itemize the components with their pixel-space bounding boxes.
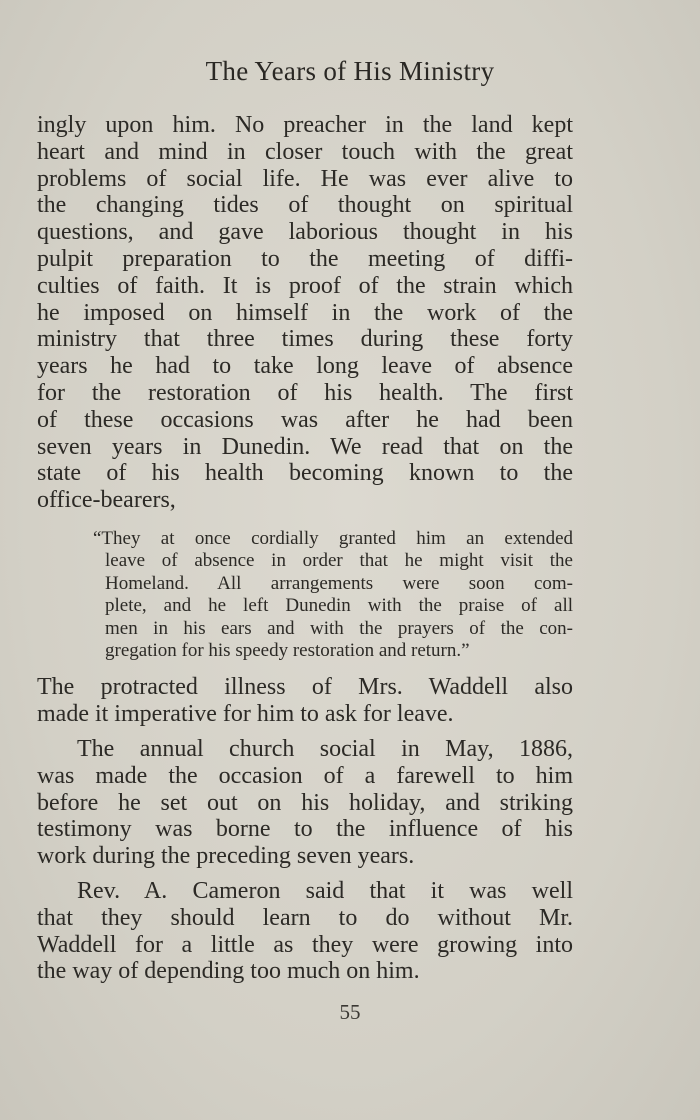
paragraph-gap [37, 728, 573, 736]
page-number: 55 [339, 1000, 361, 1024]
text-line: work during the preceding seven years. [37, 843, 415, 870]
quote-line: “They at once cordially granted him an extended [93, 527, 573, 549]
text-line: The protracted illness of Mrs. Waddell also [37, 674, 573, 701]
paragraph-3 [37, 736, 573, 870]
paragraph-2 [37, 674, 573, 728]
text-line: heart and mind in closer touch with the great [37, 138, 573, 165]
quote-line: gregation for his speedy restoration and return.” [105, 639, 470, 661]
text-line: years he had to take long leave of absence [37, 353, 573, 380]
text-line: seven years in Dunedin. We read that on the [37, 433, 573, 460]
body-text [37, 112, 573, 985]
text-line: problems of social life. He was ever alive to [37, 165, 573, 192]
text-line: was made the occasion of a farewell to him [37, 762, 573, 789]
text-line: pulpit preparation to the meeting of diffi- [37, 245, 573, 272]
text-line: of these occasions was after he had been [37, 406, 573, 433]
quote-line: men in his ears and with the prayers of the con- [105, 617, 573, 639]
text-line: that they should learn to do without Mr. [37, 904, 573, 931]
text-line: ingly upon him. No preacher in the land kept [37, 112, 573, 138]
text-line: the way of depending too much on him. [37, 958, 420, 985]
text-line: questions, and gave laborious thought in his [37, 219, 573, 246]
text-line: The annual church social in May, 1886, [77, 735, 573, 762]
text-line: culties of faith. It is proof of the strain which [37, 272, 573, 299]
quote-line: leave of absence in order that he might visit the [105, 550, 573, 572]
text-line: made it imperative for him to ask for leave. [37, 701, 454, 728]
running-head: The Years of His Ministry [205, 56, 495, 86]
paragraph-gap [37, 870, 573, 878]
text-line: office-bearers, [37, 487, 176, 514]
text-line: for the restoration of his health. The first [37, 379, 573, 406]
text-line: ministry that three times during these forty [37, 326, 573, 353]
text-line: the changing tides of thought on spiritual [37, 192, 573, 219]
text-line: testimony was borne to the influence of his [37, 816, 573, 843]
block-quote [93, 527, 573, 662]
quote-line: plete, and he left Dunedin with the praise of all [105, 595, 573, 617]
text-line: Waddell for a little as they were growing into [37, 931, 573, 958]
quote-line: Homeland. All arrangements were soon com- [105, 572, 573, 594]
text-line: before he set out on his holiday, and striking [37, 789, 573, 816]
text-line: state of his health becoming known to the [37, 460, 573, 487]
text-line: Rev. A. Cameron said that it was well [77, 877, 573, 904]
paragraph-4 [37, 878, 573, 985]
text-line: he imposed on himself in the work of the [37, 299, 573, 326]
paragraph-1 [37, 112, 573, 514]
